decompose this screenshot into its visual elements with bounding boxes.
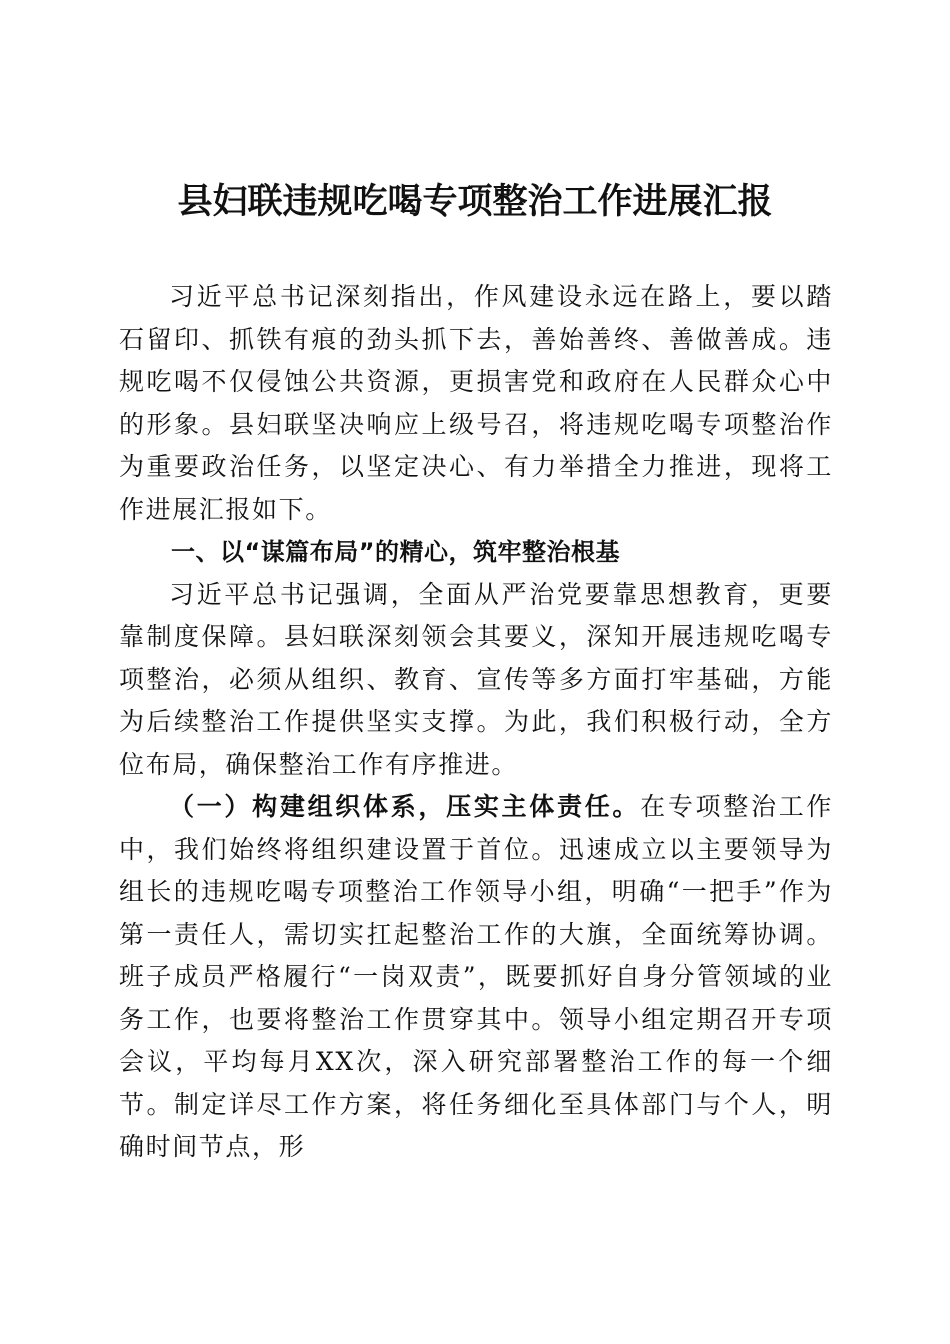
subsection-1-text: 在专项整治工作中，我们始终将组织建设置于首位。迅速成立以主要领导为组长的违规吃喝专项整治工作领导小组，明确“一把手”作为第一责任人，需切实扛起整治工作的大旗，全面统筹协调。班子成员严格履行“一岗双责”，既要抓好自身分管领域的业务工作，也要将整治工作贯穿其中。领导小组定期召开专项会议，平均每月XX次，深入研究部署整治工作的每一个细节。制定详尽工作方案，将任务细化至具体部门与个人，明确时间节点，形 (119, 792, 834, 1161)
document-body (119, 276, 833, 1169)
section-1-paragraph: 习近平总书记强调，全面从严治党要靠思想教育，更要靠制度保障。县妇联深刻领会其要义，深知开展违规吃喝专项整治，必须从组织、教育、宣传等多方面打牢基础，方能为后续整治工作提供坚实支撑。为此，我们积极行动，全方位布局，确保整治工作有序推进。 (119, 579, 833, 779)
subsection-1-lead: （一）构建组织体系，压实主体责任。 (169, 792, 641, 821)
subsection-1-paragraph (119, 786, 833, 1169)
intro-paragraph: 习近平总书记深刻指出，作风建设永远在路上，要以踏石留印、抓铁有痕的劲头抓下去，善始善终、善做善成。违规吃喝不仅侵蚀公共资源，更损害党和政府在人民群众心中的形象。县妇联坚决响应上级号召，将违规吃喝专项整治作为重要政治任务，以坚定决心、有力举措全力推进，现将工作进展汇报如下。 (119, 282, 833, 524)
section-heading-1: 一、以“谋篇布局”的精心，筑牢整治根基 (171, 538, 621, 566)
document-title: 县妇联违规吃喝专项整治工作进展汇报 (177, 181, 773, 222)
